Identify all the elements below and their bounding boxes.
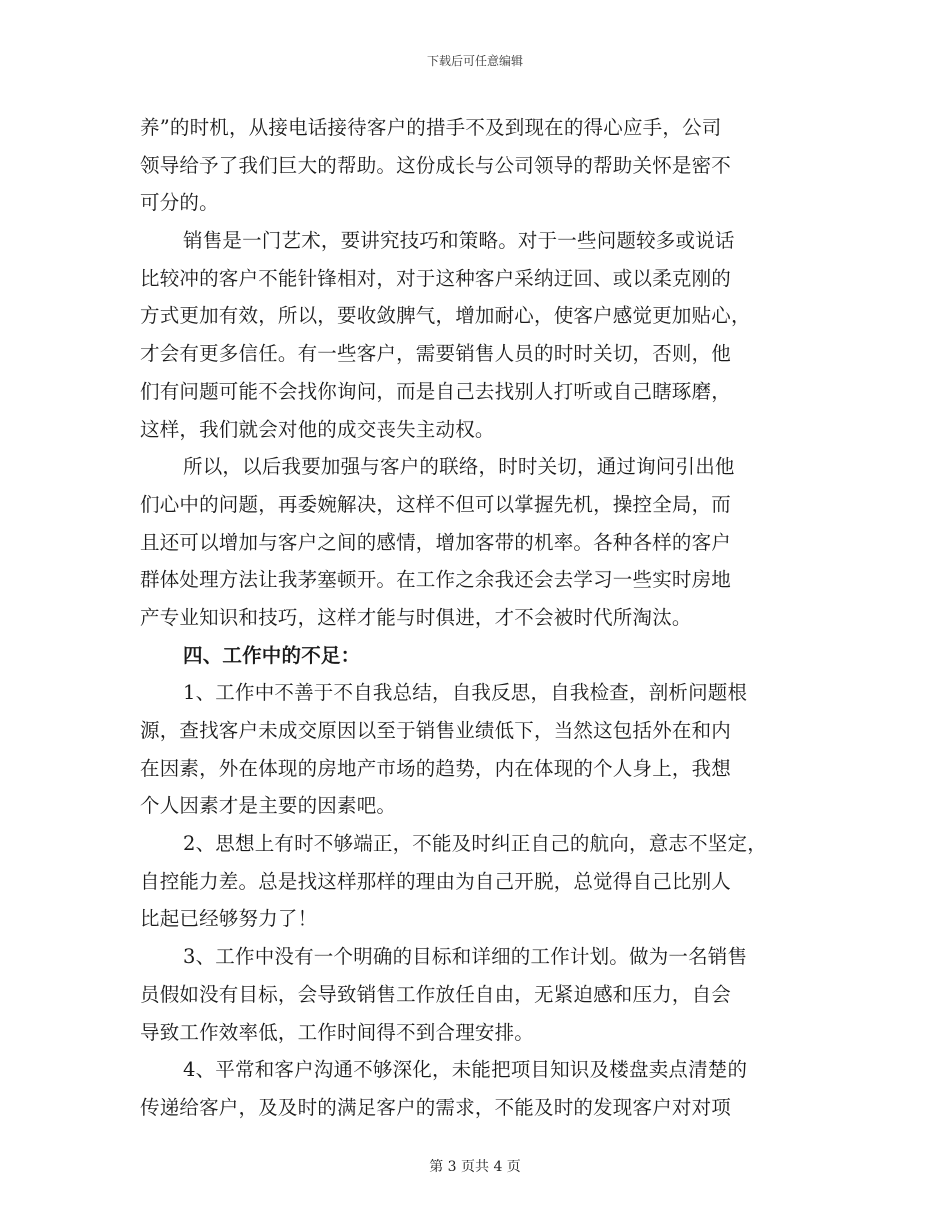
text-line: 可分的。 (140, 191, 219, 215)
text-line: 传递给客户，及及时的满足客户的需求，不能及时的发现客户对对项 (140, 1095, 732, 1119)
text-line: 在因素，外在体现的房地产市场的趋势，内在体现的个人身上，我想 (140, 756, 732, 780)
page-footer: 第 3 页共 4 页 (429, 1159, 521, 1175)
text-line: 才会有更多信任。有一些客户，需要销售人员的时时关切，否则，他 (140, 342, 732, 366)
text-line: 个人因素才是主要的因素吧。 (140, 794, 397, 818)
text-line: 员假如没有目标，会导致销售工作放任自由，无紧迫感和压力，自会 (140, 982, 732, 1006)
text-line: 比较冲的客户不能针锋相对，对于这种客户采纳迂回、或以柔克刚的 (140, 266, 732, 290)
text-line: 销售是一门艺术，要讲究技巧和策略。对于一些问题较多或说话 (183, 229, 735, 253)
text-line: 领导给予了我们巨大的帮助。这份成长与公司领导的帮助关怀是密不 (140, 153, 732, 177)
section-heading: 四、工作中的不足： (183, 643, 361, 667)
text-line: 比起已经够努力了！ (140, 907, 318, 931)
document-body (140, 109, 812, 1127)
text-line: 产专业知识和技巧，这样才能与时俱进，才不会被时代所淘汰。 (140, 605, 692, 629)
page-header: 下载后可任意编辑 (426, 54, 523, 68)
text-line: 且还可以增加与客户之间的感情，增加客带的机率。各种各样的客户 (140, 530, 732, 554)
text-line: 4、平常和客户沟通不够深化，未能把项目知识及楼盘卖点清楚的 (183, 1058, 748, 1082)
text-line: 所以，以后我要加强与客户的联络，时时关切，通过询问引出他 (183, 455, 735, 479)
text-line: 1、工作中不善于不自我总结，自我反思，自我检查，剖析问题根 (183, 681, 748, 705)
text-line: 导致工作效率低，工作时间得不到合理安排。 (140, 1020, 535, 1044)
text-line: 养”的时机，从接电话接待客户的措手不及到现在的得心应手，公司 (140, 116, 722, 139)
text-line: 自控能力差。总是找这样那样的理由为自己开脱，总觉得自己比别人 (140, 869, 732, 893)
text-line: 们有问题可能不会找你询问，而是自己去找别人打听或自己瞎琢磨， (140, 379, 732, 403)
text-line: 2、思想上有时不够端正，不能及时纠正自己的航向，意志不坚定， (183, 832, 767, 856)
text-line: 们心中的问题，再委婉解决，这样不但可以掌握先机，操控全局，而 (140, 492, 732, 516)
text-line: 方式更加有效，所以，要收敛脾气，增加耐心，使客户感觉更加贴心， (140, 304, 751, 328)
text-line: 这样，我们就会对他的成交丧失主动权。 (140, 417, 495, 441)
text-line: 源，查找客户未成交原因以至于销售业绩低下，当然这包括外在和内 (140, 719, 732, 742)
text-line: 3、工作中没有一个明确的目标和详细的工作计划。做为一名销售 (183, 945, 748, 969)
text-line: 群体处理方法让我茅塞顿开。在工作之余我还会去学习一些实时房地 (140, 568, 732, 592)
